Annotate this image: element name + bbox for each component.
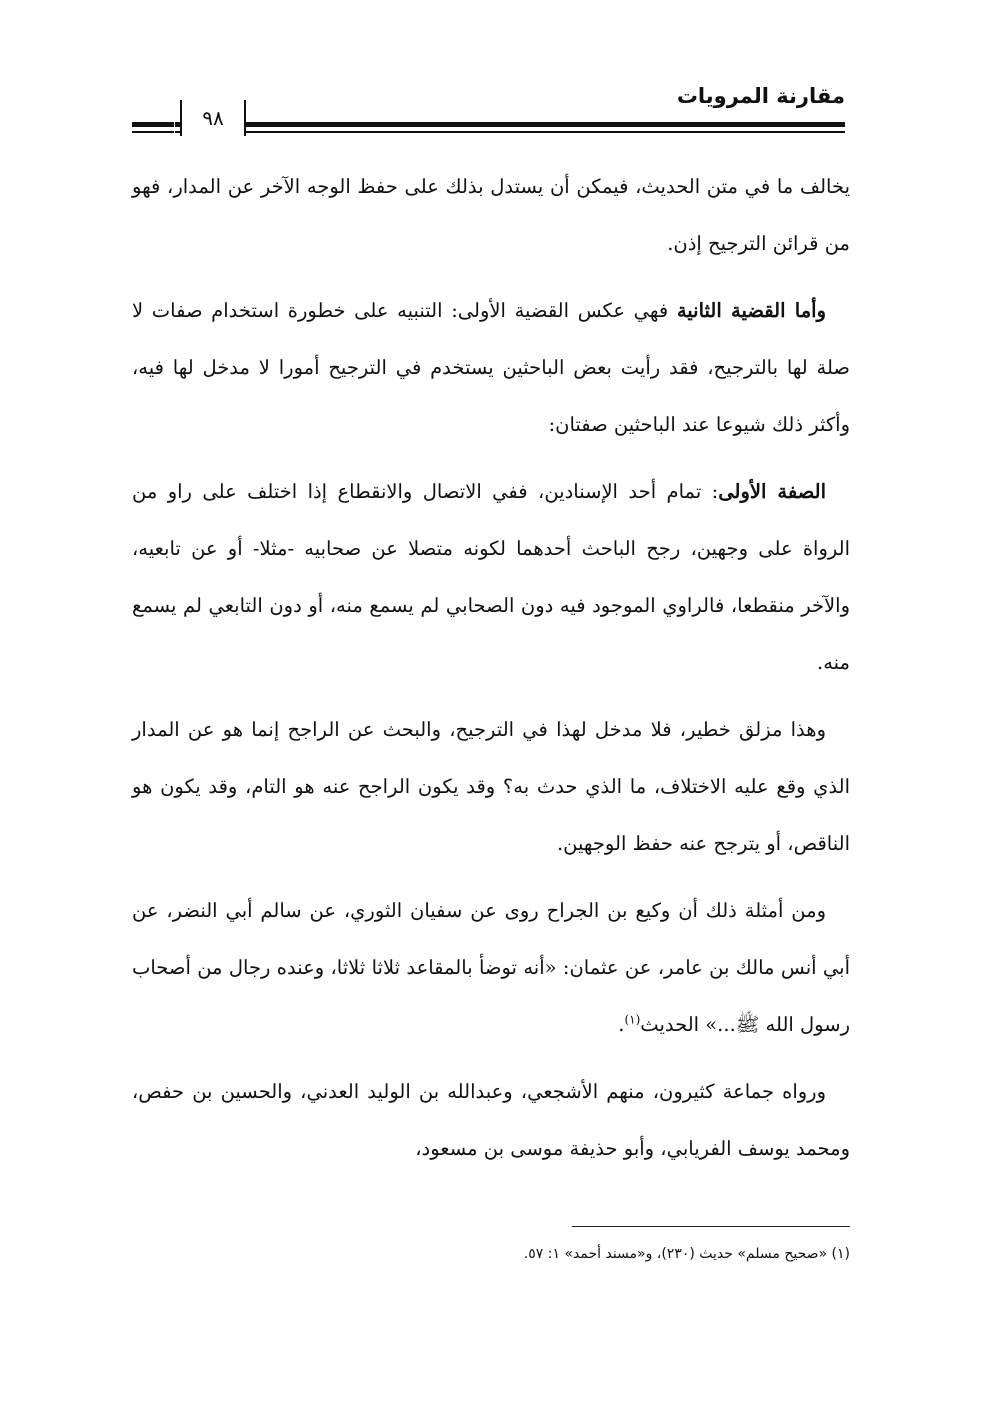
paragraph-text: وهذا مزلق خطير، فلا مدخل لهذا في الترجيح، والبحث عن الراجح إنما هو عن المدار الذي وقع عليه الاختلاف، ما الذي حدث به؟ وقد يكون الراجح عنه هو التام، وقد يكون هو الناقص، أو يترجح عنه حفظ الوجهين. bbox=[132, 718, 850, 855]
paragraph-text: : تمام أحد الإسنادين، ففي الاتصال والانقطاع إذا اختلف على راو من الرواة على وجهين، رجح الباحث أحدهما لكونه متصلا عن صحابيه -مثلا- أو عن تابعيه، والآخر منقطعا، فالراوي الموجود فيه دون الصحابي لم يسمع منه، أو دون التابعي لم يسمع منه. bbox=[132, 480, 850, 674]
header-rule-left-thick bbox=[132, 122, 174, 127]
page-number: ٩٨ bbox=[180, 100, 246, 136]
body-text bbox=[132, 158, 850, 1187]
paragraph-lead: الصفة الأولى bbox=[718, 480, 827, 503]
footnote: (١) «صحيح مسلم» حديث (٢٣٠)، و«مسند أحمد» ١: ٥٧. bbox=[523, 1246, 850, 1262]
paragraph bbox=[132, 882, 850, 1053]
footnote-reference[interactable]: (١) bbox=[624, 1012, 641, 1027]
paragraph-lead: وأما القضية الثانية bbox=[676, 299, 826, 322]
paragraph-tail: . bbox=[618, 1013, 625, 1036]
header-rule-thick bbox=[175, 122, 845, 127]
paragraph-text: ورواه جماعة كثيرون، منهم الأشجعي، وعبدالله بن الوليد العدني، والحسين بن حفص، ومحمد يوسف الفريابي، وأبو حذيفة موسى بن مسعود، bbox=[132, 1080, 850, 1160]
paragraph-text: ومن أمثلة ذلك أن وكيع بن الجراح روى عن سفيان الثوري، عن سالم أبي النضر، عن أبي أنس مالك بن عامر، عن عثمان: «أنه توضأ بالمقاعد ثلاثا ثلاثا، وعنده رجال من أصحاب رسول الله ﷺ...» الحديث bbox=[132, 899, 850, 1036]
paragraph bbox=[132, 282, 850, 453]
paragraph-text: يخالف ما في متن الحديث، فيمكن أن يستدل بذلك على حفظ الوجه الآخر عن المدار، فهو من قرائن الترجيح إذن. bbox=[132, 175, 850, 255]
header-rule-thin bbox=[175, 131, 845, 133]
running-header-title: مقارنة المرويات bbox=[676, 84, 845, 108]
paragraph bbox=[132, 463, 850, 691]
paragraph bbox=[132, 1063, 850, 1177]
header-rule-left-thin bbox=[132, 131, 174, 133]
paragraph bbox=[132, 701, 850, 872]
paragraph bbox=[132, 158, 850, 272]
paragraph-text: فهي عكس القضية الأولى: التنبيه على خطورة استخدام صفات لا صلة لها بالترجيح، فقد رأيت بعض الباحثين يستخدم في الترجيح أمورا لا مدخل لها فيه، وأكثر ذلك شيوعا عند الباحثين صفتان: bbox=[132, 299, 850, 436]
footnote-separator bbox=[572, 1226, 850, 1227]
